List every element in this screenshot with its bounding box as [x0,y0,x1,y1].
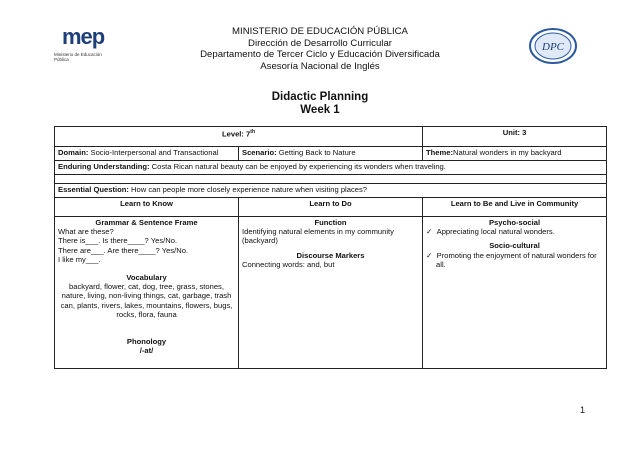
check-icon: ✓ [426,250,433,260]
logo-subtitle: Ministerio de Educación Pública [54,52,102,62]
grammar-line-2: There is___. Is there____? Yes/No. [58,236,178,246]
level-label: Level: 7 [222,129,251,139]
vocabulary-title: Vocabulary [126,273,167,283]
socio-cultural-title: Socio-cultural [489,241,540,251]
spacer-cell [55,175,607,184]
theme-cell [423,147,607,161]
learn-to-know-header: Learn to Know [55,198,239,217]
enduring-understanding-row [55,161,607,175]
eu-value: Costa Rican natural beauty can be enjoyed by experiencing its wonders when traveling. [151,162,446,171]
grammar-line-3: There are___. Are there____? Yes/No. [58,245,189,255]
scenario-label: Scenario: [242,148,277,157]
learn-to-be-cell [423,217,607,369]
function-text: Identifying natural elements in my community (backyard) [242,227,394,246]
learn-to-be-header: Learn to Be and Live in Community [423,198,607,217]
vocabulary-text: backyard, flower, cat, dog, tree, grass, stones, nature, living, non-living things, cat, garbage, trash can, plants, rivers, lakes, mountains, flowers, bugs, rocks, flora, fauna [60,282,233,319]
level-unit-row [55,127,607,147]
scenario-value: Getting Back to Nature [278,148,356,157]
socio-cultural-item [426,251,603,269]
socio-cultural-text: Promoting the enjoyment of natural wonders for all. [436,250,597,269]
domain-value: Socio-Interpersonal and Transactional [90,148,219,157]
unit-cell: Unit: 3 [423,127,607,147]
domain-row [55,147,607,161]
header-line-1: MINISTERIO DE EDUCACIÓN PÚBLICA [232,26,408,37]
header-line-3: Departamento de Tercer Ciclo y Educación Diversificada [200,49,440,60]
phonology-title: Phonology [126,337,167,347]
grammar-line-1: What are these? [58,227,114,237]
essential-question-row [55,184,607,198]
page-title [150,91,490,117]
eu-label: Enduring Understanding: [58,162,150,171]
psycho-social-title: Psycho-social [488,218,541,227]
spacer-row [55,175,607,184]
level-superscript: th [250,129,256,135]
discourse-title: Discourse Markers [296,250,365,260]
learn-content-row [55,217,607,369]
header-line-4: Asesoría Nacional de Inglés [260,60,380,72]
mep-logo [54,24,124,66]
eq-value: How can people more closely experience nature when visiting places? [131,185,367,194]
logo-text: mep [62,24,105,49]
title-line-1: Didactic Planning [271,91,369,103]
psycho-social-text: Appreciating local natural wonders. [436,227,555,237]
discourse-text: Connecting words: and, but [242,259,335,269]
dpc-seal-icon [528,27,578,65]
domain-cell [55,147,239,161]
grammar-title: Grammar & Sentence Frame [95,218,198,227]
function-title: Function [314,218,347,227]
learn-to-do-cell [239,217,423,369]
domain-label: Domain: [58,148,89,157]
ministry-header [150,26,490,72]
theme-label: Theme: [426,148,454,157]
psycho-social-item [426,227,603,236]
header-line-2: Dirección de Desarrollo Curricular [248,37,392,49]
page-number: 1 [580,405,586,415]
grammar-line-4: I like my___. [58,254,101,264]
scenario-cell [239,147,423,161]
enduring-understanding-cell [55,161,607,175]
seal-initials: DPC [542,41,564,53]
check-icon: ✓ [426,227,433,237]
eq-label: Essential Question: [58,185,129,194]
level-cell [55,127,423,147]
learn-headers-row [55,198,607,217]
essential-question-cell [55,184,607,198]
phonology-value: /-at/ [139,346,154,356]
learn-to-know-cell [55,217,239,369]
theme-value: Natural wonders in my backyard [453,148,562,157]
title-line-2: Week 1 [300,104,340,116]
planning-table [54,126,607,369]
learn-to-do-header: Learn to Do [239,198,423,217]
